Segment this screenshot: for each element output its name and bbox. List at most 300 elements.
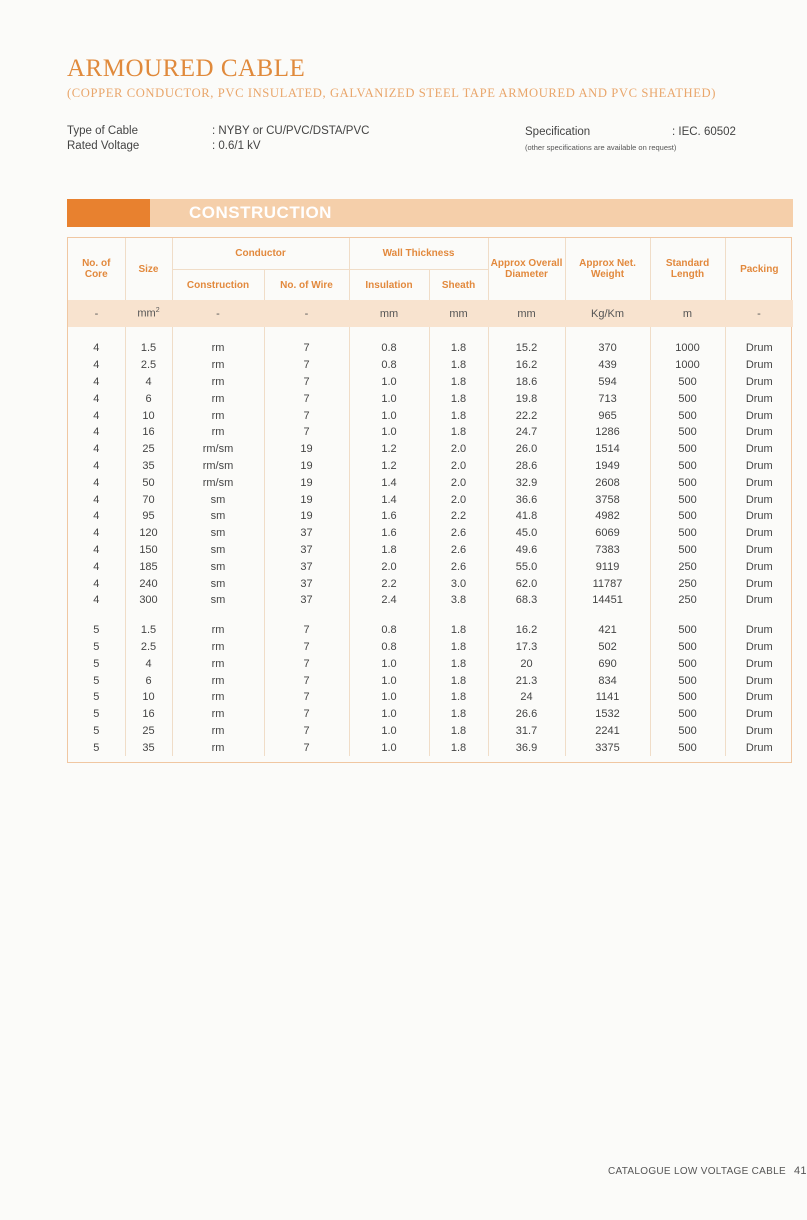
cell-insulation: 2.0 (349, 558, 429, 575)
cell-no-core: 4 (68, 542, 125, 559)
cell-insulation: 1.0 (349, 706, 429, 723)
table-row (68, 357, 793, 374)
cell-length: 250 (650, 592, 725, 609)
table-row (68, 723, 793, 740)
cell-length: 500 (650, 542, 725, 559)
header-diameter: Approx Overall Diameter (488, 238, 565, 300)
cell-packing: Drum (745, 577, 773, 590)
cell-sheath: 1.8 (429, 390, 488, 407)
page-subtitle: (COPPER CONDUCTOR, PVC INSULATED, GALVANIZED STEEL TAPE ARMOURED AND PVC SHEATHED) (67, 86, 717, 100)
table-row (68, 474, 793, 491)
cell-construction: sm (172, 592, 264, 609)
spacer-cell (172, 609, 264, 622)
cell-construction: rm (172, 374, 264, 391)
cell-insulation: 0.8 (349, 622, 429, 639)
cell-length: 500 (650, 424, 725, 441)
cell-size: 25 (125, 441, 172, 458)
table-row (68, 508, 793, 525)
cell-no-wire: 37 (264, 592, 349, 609)
cell-diameter: 45.0 (488, 525, 565, 542)
cell-diameter: 26.0 (488, 441, 565, 458)
header-construction: Construction (172, 270, 264, 301)
cell-weight: 965 (565, 407, 650, 424)
cell-weight: 2241 (565, 723, 650, 740)
cell-construction: rm (172, 739, 264, 756)
cell-packing: Drum (745, 527, 773, 540)
cell-diameter: 62.0 (488, 575, 565, 592)
cell-no-core: 5 (68, 639, 125, 656)
cell-no-core: 4 (68, 357, 125, 374)
cell-weight: 1286 (565, 424, 650, 441)
row-spacer (68, 609, 793, 622)
table-row (68, 441, 793, 458)
cell-construction: sm (172, 525, 264, 542)
cell-sheath: 1.8 (429, 374, 488, 391)
table-row (68, 706, 793, 723)
cell-no-core: 4 (68, 340, 125, 357)
cell-length: 500 (650, 723, 725, 740)
table-row (68, 575, 793, 592)
cell-size: 16 (125, 706, 172, 723)
cell-no-core: 5 (68, 622, 125, 639)
cell-sheath: 1.8 (429, 739, 488, 756)
cell-no-core: 4 (68, 441, 125, 458)
cell-diameter: 18.6 (488, 374, 565, 391)
spacer-cell (725, 327, 793, 340)
cell-weight: 9119 (565, 558, 650, 575)
cell-construction: rm (172, 390, 264, 407)
spacer-cell (565, 327, 650, 340)
cell-insulation: 0.8 (349, 340, 429, 357)
cell-weight: 1141 (565, 689, 650, 706)
spacer-cell (172, 327, 264, 340)
spacer-cell (68, 609, 125, 622)
cell-weight: 439 (565, 357, 650, 374)
cell-size: 95 (125, 508, 172, 525)
cell-weight: 3375 (565, 739, 650, 756)
table-row (68, 592, 793, 609)
table-row (68, 491, 793, 508)
cell-no-wire: 7 (264, 424, 349, 441)
cell-diameter: 55.0 (488, 558, 565, 575)
cell-insulation: 1.0 (349, 723, 429, 740)
cell-diameter: 28.6 (488, 458, 565, 475)
unit-diameter: mm (488, 300, 565, 327)
cell-sheath: 2.0 (429, 491, 488, 508)
cell-insulation: 1.0 (349, 390, 429, 407)
cell-no-wire: 7 (264, 374, 349, 391)
cell-no-wire: 7 (264, 689, 349, 706)
cell-construction: rm (172, 706, 264, 723)
cell-size: 10 (125, 407, 172, 424)
table-row (68, 340, 793, 357)
cell-insulation: 1.8 (349, 542, 429, 559)
cell-insulation: 0.8 (349, 357, 429, 374)
cell-construction: rm (172, 655, 264, 672)
cell-size: 70 (125, 491, 172, 508)
cell-no-wire: 19 (264, 441, 349, 458)
cell-size: 4 (125, 374, 172, 391)
cell-insulation: 2.4 (349, 592, 429, 609)
cell-no-wire: 19 (264, 508, 349, 525)
cell-no-core: 5 (68, 723, 125, 740)
cell-no-core: 4 (68, 458, 125, 475)
header-conductor: Conductor (172, 238, 349, 270)
cell-weight: 594 (565, 374, 650, 391)
specification-value: : IEC. 60502 (672, 126, 736, 138)
cell-no-core: 4 (68, 374, 125, 391)
cell-insulation: 1.0 (349, 655, 429, 672)
cell-sheath: 1.8 (429, 639, 488, 656)
cell-length: 500 (650, 441, 725, 458)
header-packing: Packing (740, 263, 779, 275)
cell-no-wire: 37 (264, 558, 349, 575)
cell-packing: Drum (745, 375, 773, 388)
unit-packing: - (725, 300, 793, 327)
cell-weight: 834 (565, 672, 650, 689)
cell-length: 500 (650, 622, 725, 639)
type-of-cable-value: : NYBY or CU/PVC/DSTA/PVC (212, 125, 370, 137)
cell-packing: Drum (745, 476, 773, 489)
table-row (68, 672, 793, 689)
cell-sheath: 1.8 (429, 706, 488, 723)
cell-diameter: 24 (488, 689, 565, 706)
cell-size: 300 (125, 592, 172, 609)
cell-packing: Drum (745, 724, 773, 737)
cell-sheath: 2.6 (429, 558, 488, 575)
cell-size: 2.5 (125, 639, 172, 656)
cell-diameter: 16.2 (488, 622, 565, 639)
cell-insulation: 1.4 (349, 491, 429, 508)
cell-sheath: 2.2 (429, 508, 488, 525)
cell-packing: Drum (745, 691, 773, 704)
cell-no-wire: 7 (264, 655, 349, 672)
cell-insulation: 1.2 (349, 441, 429, 458)
cell-construction: rm (172, 622, 264, 639)
cell-packing: Drum (745, 708, 773, 721)
cell-construction: rm (172, 672, 264, 689)
cell-no-wire: 37 (264, 575, 349, 592)
spacer-cell (264, 327, 349, 340)
footer-text: CATALOGUE LOW VOLTAGE CABLE (608, 1166, 786, 1177)
cell-no-wire: 19 (264, 458, 349, 475)
unit-insulation: mm (349, 300, 429, 327)
cell-diameter: 21.3 (488, 672, 565, 689)
spacer-cell (429, 327, 488, 340)
cell-sheath: 3.0 (429, 575, 488, 592)
cell-no-core: 5 (68, 672, 125, 689)
cell-diameter: 32.9 (488, 474, 565, 491)
cell-length: 250 (650, 558, 725, 575)
table-row (68, 689, 793, 706)
spacer-cell (725, 609, 793, 622)
section-band-accent (67, 199, 150, 227)
cell-no-core: 4 (68, 508, 125, 525)
cell-size: 1.5 (125, 340, 172, 357)
cell-length: 500 (650, 374, 725, 391)
cell-diameter: 26.6 (488, 706, 565, 723)
cell-diameter: 17.3 (488, 639, 565, 656)
cell-size: 120 (125, 525, 172, 542)
cell-diameter: 24.7 (488, 424, 565, 441)
cell-diameter: 31.7 (488, 723, 565, 740)
table-row (68, 622, 793, 639)
cell-length: 500 (650, 525, 725, 542)
cell-sheath: 1.8 (429, 622, 488, 639)
spacer-cell (650, 327, 725, 340)
cell-weight: 14451 (565, 592, 650, 609)
cell-length: 500 (650, 672, 725, 689)
cell-sheath: 3.8 (429, 592, 488, 609)
cell-no-core: 5 (68, 706, 125, 723)
cell-weight: 1532 (565, 706, 650, 723)
unit-size: $mm^2$ (125, 300, 172, 327)
spacer-cell (125, 609, 172, 622)
cell-no-wire: 7 (264, 390, 349, 407)
cell-size: 35 (125, 458, 172, 475)
cell-diameter: 41.8 (488, 508, 565, 525)
cell-length: 500 (650, 491, 725, 508)
cell-diameter: 16.2 (488, 357, 565, 374)
cell-no-wire: 7 (264, 739, 349, 756)
spacer-cell (488, 327, 565, 340)
units-row (68, 300, 793, 327)
cell-no-wire: 7 (264, 407, 349, 424)
cell-diameter: 49.6 (488, 542, 565, 559)
cell-packing: Drum (745, 594, 773, 607)
cell-construction: sm (172, 558, 264, 575)
cell-no-wire: 7 (264, 723, 349, 740)
cell-sheath: 2.6 (429, 525, 488, 542)
cell-sheath: 1.8 (429, 723, 488, 740)
cell-insulation: 1.0 (349, 689, 429, 706)
specification-label: Specification (525, 126, 591, 138)
cell-sheath: 1.8 (429, 424, 488, 441)
construction-table (67, 237, 792, 763)
header-sheath: Sheath (429, 270, 488, 301)
cell-construction: rm (172, 357, 264, 374)
cell-weight: 7383 (565, 542, 650, 559)
cell-no-wire: 7 (264, 672, 349, 689)
cell-insulation: 1.0 (349, 672, 429, 689)
header-size: Size (125, 238, 172, 300)
rated-voltage-value: : 0.6/1 kV (212, 140, 261, 152)
cell-length: 1000 (650, 340, 725, 357)
cell-diameter: 36.6 (488, 491, 565, 508)
cell-sheath: 2.6 (429, 542, 488, 559)
cell-no-core: 4 (68, 558, 125, 575)
spacer-cell (488, 609, 565, 622)
cell-length: 500 (650, 407, 725, 424)
cell-no-core: 4 (68, 525, 125, 542)
cell-construction: rm/sm (172, 458, 264, 475)
cell-length: 500 (650, 474, 725, 491)
cell-packing: Drum (745, 359, 773, 372)
cell-packing: Drum (745, 409, 773, 422)
page-title: ARMOURED CABLE (67, 55, 306, 82)
cell-no-core: 5 (68, 739, 125, 756)
unit-no-core: - (68, 300, 125, 327)
cell-construction: rm (172, 407, 264, 424)
table-row (68, 558, 793, 575)
cell-no-wire: 7 (264, 340, 349, 357)
cell-packing: Drum (745, 674, 773, 687)
cell-no-core: 4 (68, 592, 125, 609)
cell-length: 500 (650, 390, 725, 407)
cell-insulation: 1.4 (349, 474, 429, 491)
cell-size: 16 (125, 424, 172, 441)
cell-sheath: 1.8 (429, 672, 488, 689)
cell-length: 500 (650, 689, 725, 706)
cell-sheath: 2.0 (429, 458, 488, 475)
cell-length: 500 (650, 458, 725, 475)
cell-no-wire: 7 (264, 639, 349, 656)
table-row (68, 639, 793, 656)
cell-sheath: 2.0 (429, 441, 488, 458)
cell-weight: 11787 (565, 575, 650, 592)
cell-packing: Drum (745, 342, 773, 355)
section-title: CONSTRUCTION (189, 203, 332, 222)
table-row (68, 424, 793, 441)
cell-weight: 4982 (565, 508, 650, 525)
table-row (68, 374, 793, 391)
unit-weight: Kg/Km (565, 300, 650, 327)
cell-construction: rm (172, 689, 264, 706)
table-row (68, 655, 793, 672)
cell-weight: 690 (565, 655, 650, 672)
cell-no-wire: 37 (264, 525, 349, 542)
cell-weight: 1514 (565, 441, 650, 458)
spacer-cell (429, 609, 488, 622)
cell-length: 1000 (650, 357, 725, 374)
cell-construction: sm (172, 508, 264, 525)
table-row (68, 542, 793, 559)
cell-packing: Drum (745, 624, 773, 637)
spacer-cell (650, 609, 725, 622)
table-row (68, 525, 793, 542)
cell-packing: Drum (745, 459, 773, 472)
cell-length: 500 (650, 739, 725, 756)
header-wall-thickness: Wall Thickness (349, 238, 488, 270)
cell-insulation: 1.6 (349, 525, 429, 542)
cell-weight: 370 (565, 340, 650, 357)
cell-size: 4 (125, 655, 172, 672)
cell-length: 500 (650, 508, 725, 525)
cell-weight: 713 (565, 390, 650, 407)
spacer-cell (349, 609, 429, 622)
cell-no-core: 5 (68, 655, 125, 672)
cell-diameter: 22.2 (488, 407, 565, 424)
unit-length: m (650, 300, 725, 327)
cell-construction: rm (172, 340, 264, 357)
cell-packing: Drum (745, 741, 773, 754)
page-number: 41 (793, 1165, 807, 1177)
cell-size: 1.5 (125, 622, 172, 639)
cell-construction: sm (172, 542, 264, 559)
table-row (68, 407, 793, 424)
cell-size: 240 (125, 575, 172, 592)
cell-construction: sm (172, 575, 264, 592)
cell-size: 10 (125, 689, 172, 706)
unit-no-wire: - (264, 300, 349, 327)
cell-no-wire: 7 (264, 622, 349, 639)
cell-no-core: 4 (68, 491, 125, 508)
cell-sheath: 1.8 (429, 655, 488, 672)
cell-no-core: 4 (68, 424, 125, 441)
cell-packing: Drum (745, 640, 773, 653)
cell-size: 2.5 (125, 357, 172, 374)
cell-weight: 6069 (565, 525, 650, 542)
unit-sheath: mm (429, 300, 488, 327)
header-length: Standard Length (650, 238, 725, 300)
cell-no-wire: 19 (264, 474, 349, 491)
cell-weight: 3758 (565, 491, 650, 508)
cell-weight: 2608 (565, 474, 650, 491)
cell-construction: rm/sm (172, 441, 264, 458)
cell-packing: Drum (745, 510, 773, 523)
cell-length: 500 (650, 639, 725, 656)
cell-no-core: 4 (68, 474, 125, 491)
header-insulation: Insulation (349, 270, 429, 301)
cell-size: 35 (125, 739, 172, 756)
cell-construction: rm (172, 723, 264, 740)
cell-no-core: 4 (68, 407, 125, 424)
cell-size: 50 (125, 474, 172, 491)
cell-packing: Drum (745, 426, 773, 439)
section-band (67, 199, 793, 227)
cell-size: 150 (125, 542, 172, 559)
spacer-cell (68, 327, 125, 340)
cell-construction: rm (172, 639, 264, 656)
cell-weight: 421 (565, 622, 650, 639)
cell-construction: rm/sm (172, 474, 264, 491)
type-of-cable-label: Type of Cable (67, 125, 138, 137)
cell-packing: Drum (745, 493, 773, 506)
cell-size: 25 (125, 723, 172, 740)
header-no-core: No. of Core (68, 238, 125, 300)
cell-length: 500 (650, 706, 725, 723)
cell-size: 185 (125, 558, 172, 575)
table-row (68, 458, 793, 475)
cell-construction: rm (172, 424, 264, 441)
cell-size: 6 (125, 390, 172, 407)
table-body (68, 327, 793, 756)
spacer-cell (125, 327, 172, 340)
cell-diameter: 15.2 (488, 340, 565, 357)
spacer-cell (349, 327, 429, 340)
specification-note: (other specifications are available on request) (525, 143, 677, 152)
page-footer (608, 1165, 807, 1177)
cell-diameter: 68.3 (488, 592, 565, 609)
cell-insulation: 2.2 (349, 575, 429, 592)
cell-sheath: 1.8 (429, 407, 488, 424)
spacer-cell (565, 609, 650, 622)
cell-insulation: 1.0 (349, 407, 429, 424)
cell-sheath: 2.0 (429, 474, 488, 491)
cell-no-wire: 19 (264, 491, 349, 508)
cell-no-core: 4 (68, 575, 125, 592)
cell-weight: 1949 (565, 458, 650, 475)
cell-packing: Drum (745, 443, 773, 456)
header-no-wire: No. of Wire (264, 270, 349, 301)
cell-length: 500 (650, 655, 725, 672)
cell-length: 250 (650, 575, 725, 592)
cell-insulation: 1.0 (349, 424, 429, 441)
cell-insulation: 1.0 (349, 374, 429, 391)
cell-weight: 502 (565, 639, 650, 656)
cell-insulation: 1.6 (349, 508, 429, 525)
cell-packing: Drum (745, 657, 773, 670)
